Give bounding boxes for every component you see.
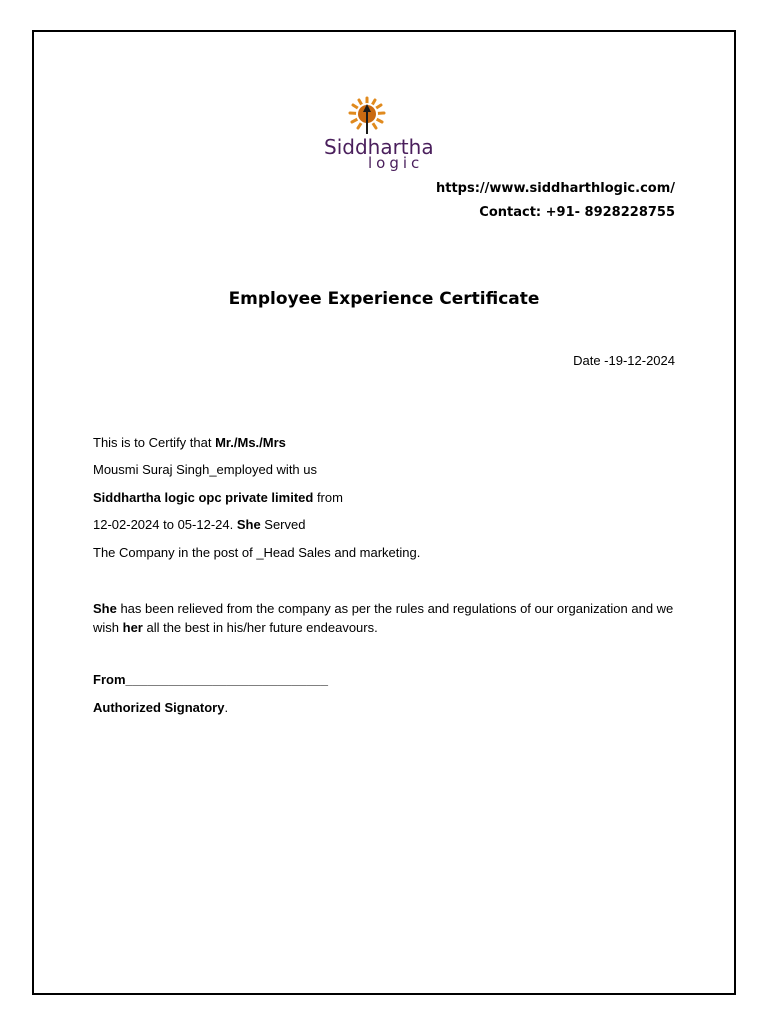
from-text: from — [313, 490, 343, 505]
company-name: Siddhartha logic opc private limited — [93, 490, 314, 505]
company-line — [93, 490, 343, 505]
from-label: From____________________________ — [93, 672, 328, 687]
pronoun-she: She — [236, 517, 261, 532]
signatory-line — [93, 700, 228, 715]
signatory-period: . — [224, 700, 229, 715]
contact-number: Contact: +91- 8928228755 — [479, 205, 675, 220]
tenure-line — [93, 517, 305, 532]
logo-text-line2: logic — [368, 154, 424, 172]
website-url: https://www.siddharthlogic.com/ — [436, 181, 675, 196]
relief-paragraph — [93, 599, 683, 637]
post-line: The Company in the post of _Head Sales and marketing. — [93, 545, 421, 560]
certify-line — [93, 435, 286, 450]
relief-end-text: all the best in his/her future endeavours. — [142, 620, 378, 635]
relief-her: her — [122, 620, 143, 635]
relief-text: has been relieved from the company as per the rules and regulations of our organization and we wish — [93, 601, 674, 635]
sun-icon — [350, 98, 384, 134]
tenure-dates: 12-02-2024 to 05-12-24. — [93, 517, 237, 532]
relief-she: She — [93, 601, 117, 616]
page-border — [32, 30, 736, 995]
certificate-date: Date -19-12-2024 — [573, 353, 675, 368]
company-logo — [322, 92, 437, 172]
salutation: Mr./Ms./Mrs — [215, 435, 286, 450]
header-info — [436, 180, 675, 228]
from-signature-line — [93, 672, 328, 687]
logo-text-line1: Siddhartha — [324, 135, 434, 159]
served-text: Served — [260, 517, 306, 532]
certify-text: This is to Certify that — [93, 435, 216, 450]
employee-line: Mousmi Suraj Singh_employed with us — [93, 462, 317, 477]
authorized-signatory: Authorized Signatory — [93, 700, 225, 715]
page-title: Employee Experience Certificate — [228, 289, 540, 309]
